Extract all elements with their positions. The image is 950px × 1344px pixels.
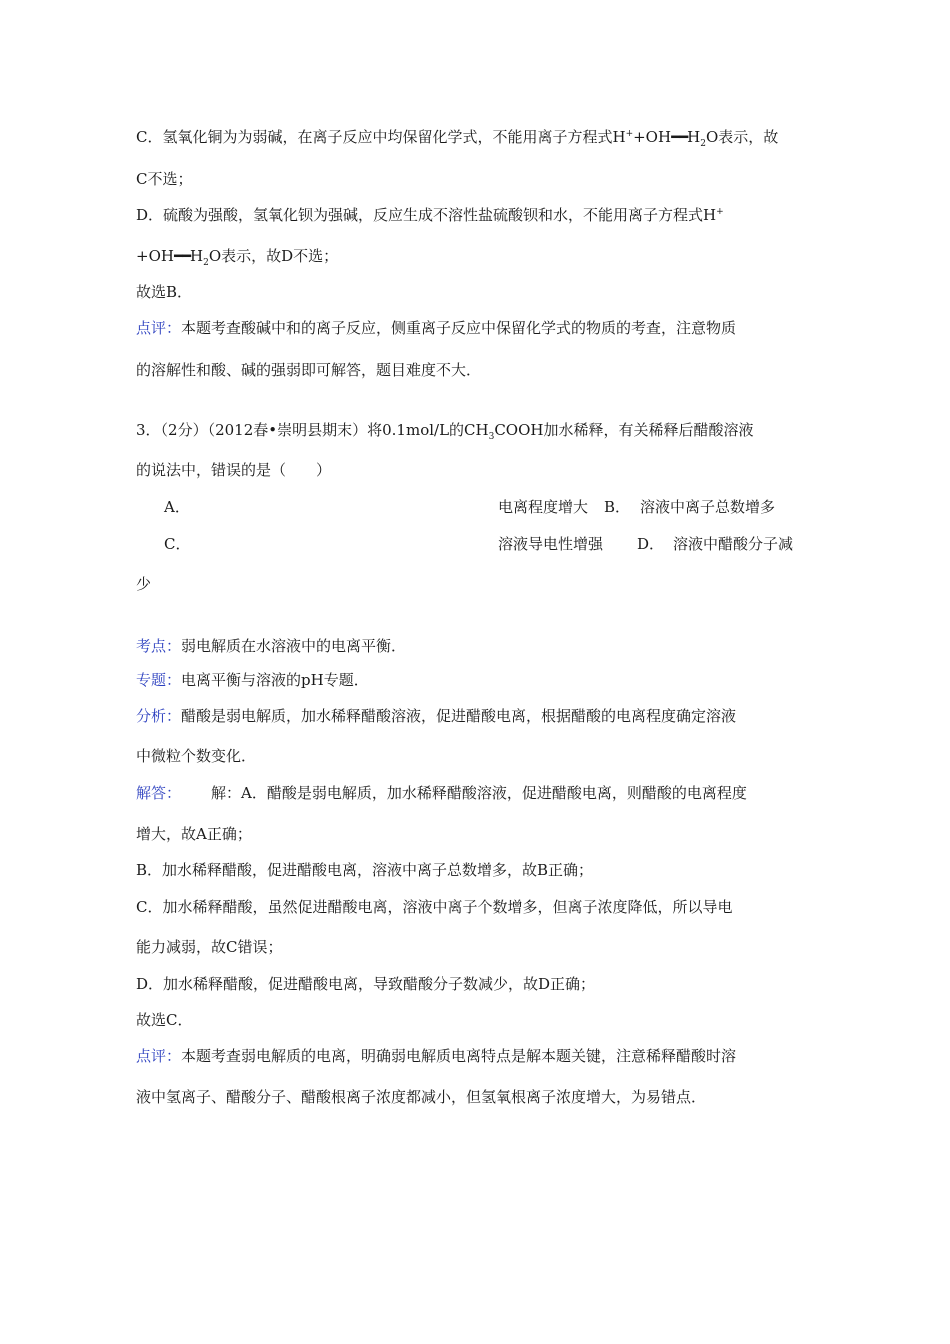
zhuanti-line: 专题：电离平衡与溶液的pH专题．	[136, 671, 369, 689]
option-d-wrap: 少	[136, 575, 152, 593]
prev-solution-c-line2: C不选；	[136, 170, 193, 188]
dianping-line2: 液中氢离子、醋酸分子、醋酸根离子浓度都减小，但氢氧根离子浓度增大，为易错点．	[136, 1088, 707, 1106]
dianping-line1: 点评：本题考查弱电解质的电离，明确弱电解质电离特点是解本题关键，注意稀释醋酸时溶	[136, 1047, 737, 1065]
jieda-c1: C．加水稀释醋酸，虽然促进醋酸电离，溶液中离子个数增多，但离子浓度降低，所以导电	[136, 898, 733, 916]
question3-answer: 故选C．	[136, 1011, 193, 1029]
option-b-text: 溶液中离子总数增多	[640, 498, 776, 516]
dianping-label: 点评：	[136, 1047, 182, 1065]
zhuanti-label: 专题：	[136, 671, 182, 689]
option-c-text: 溶液导电性增强	[498, 535, 604, 553]
comment-label: 点评：	[136, 319, 182, 337]
option-c-letter: C．	[164, 535, 191, 553]
jieda-line2: 增大，故A正确；	[136, 825, 252, 843]
option-a-text: 电离程度增大	[498, 498, 589, 516]
jieda-line1: 解答： 解：A．醋酸是弱电解质，加水稀释醋酸溶液，促进醋酸电离，则醋酸的电离程度	[136, 784, 747, 802]
prev-solution-answer: 故选B．	[136, 283, 193, 301]
question3-stem-line1: 3．（2分）（2012春•崇明县期末）将0.1mol/L的$CH_3COOH$加水稀释，有关稀释后醋酸溶液	[136, 421, 754, 442]
kaodian-label: 考点：	[136, 637, 182, 655]
fenxi-line1: 分析：醋酸是弱电解质，加水稀释醋酸溶液，促进醋酸电离，根据醋酸的电离程度确定溶液	[136, 707, 737, 725]
fenxi-line2: 中微粒个数变化．	[136, 747, 257, 765]
jieda-c2: 能力减弱，故C错误；	[136, 938, 283, 956]
option-a-letter: A．	[164, 498, 190, 516]
prev-comment-line1: 点评：本题考查酸碱中和的离子反应，侧重离子反应中保留化学式的物质的考查，注意物质	[136, 319, 737, 337]
kaodian-line: 考点：弱电解质在水溶液中的电离平衡．	[136, 637, 407, 655]
prev-solution-d-line2: $+OH━━H_2O$表示，故D不选；	[136, 247, 339, 268]
option-d-text: 溶液中醋酸分子减	[673, 535, 794, 553]
option-b-letter: B．	[604, 498, 631, 516]
prev-comment-line2: 的溶解性和酸、碱的强弱即可解答，题目难度不大．	[136, 361, 482, 379]
option-d-letter: D．	[637, 535, 665, 553]
prev-solution-d-line1: D．硫酸为强酸，氢氧化钡为强碱，反应生成不溶性盐硫酸钡和水，不能用离子方程式H+	[136, 206, 724, 224]
prev-solution-c-line1: C．氢氧化铜为为弱碱，在离子反应中均保留化学式，不能用离子方程式$H^++OH━━H_2O$表示，故	[136, 128, 779, 149]
question3-stem-line2: 的说法中，错误的是（ ）	[136, 461, 332, 479]
jieda-label: 解答：	[136, 784, 182, 802]
jieda-b: B．加水稀释醋酸，促进醋酸电离，溶液中离子总数增多，故B正确；	[136, 861, 594, 879]
fenxi-label: 分析：	[136, 707, 182, 725]
jieda-d: D．加水稀释醋酸，促进醋酸电离，导致醋酸分子数减少，故D正确；	[136, 975, 596, 993]
